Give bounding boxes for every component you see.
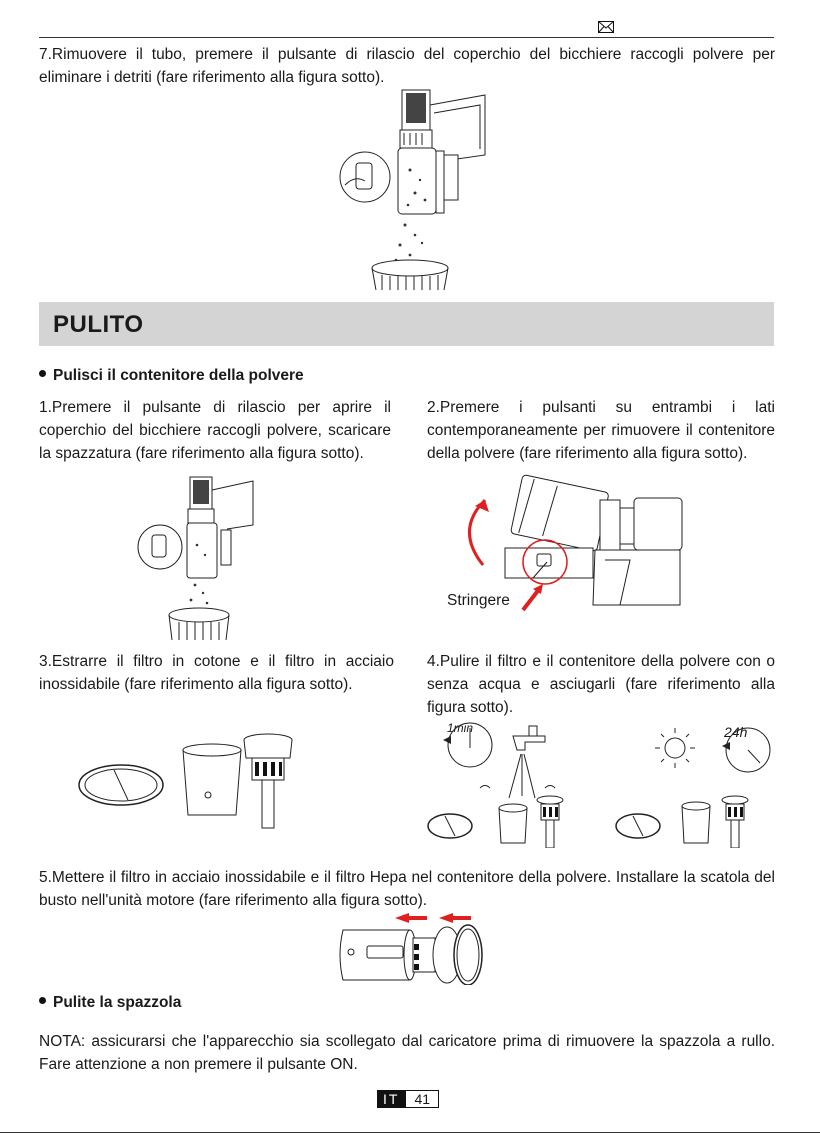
timer-label-24h: 24h	[724, 724, 748, 740]
bullet-icon	[39, 370, 46, 377]
footer-rule	[0, 1132, 820, 1133]
squeeze-label: Stringere	[447, 592, 510, 609]
figure-reassemble	[335, 910, 490, 990]
header-rule	[39, 37, 774, 38]
timer-label-1min: 1min	[447, 721, 474, 735]
bullet-icon	[39, 997, 46, 1004]
step3-text: 3.Estrarre il filtro in cotone e il filtro in acciaio inossidabile (fare riferimento alla figura sotto).	[39, 653, 394, 693]
step1-text: 1.Premere il pulsante di rilascio per aprire il coperchio del bicchiere raccogli polvere, scaricare la spazzatura (fare riferimento alla figura sotto).	[39, 399, 391, 462]
subsection-title: Pulisci il contenitore della polvere	[53, 367, 304, 384]
language-code: IT	[377, 1090, 405, 1108]
step4-text: 4.Pulire il filtro e il contenitore della polvere con o senza acqua e asciugarli (fare riferimento alla figura sotto).	[427, 653, 775, 716]
figure-filters	[78, 730, 308, 835]
figure-dry	[610, 718, 780, 853]
section-title: PULITO	[53, 311, 144, 338]
step2-text: 2.Premere i pulsanti su entrambi i lati contemporaneamente per rimuovere il contenitore della polvere (fare riferimento alla figura sotto).	[427, 399, 775, 462]
subsection-title: Pulite la spazzola	[53, 994, 182, 1011]
page-number-badge	[377, 1090, 439, 1108]
step7-text: 7.Rimuovere il tubo, premere il pulsante di rilascio del coperchio del bicchiere raccogli polvere per eliminare i detriti (fare riferimento alla figura sotto).	[39, 46, 775, 86]
subsection-heading-dustbin	[39, 367, 304, 385]
figure-wash	[425, 718, 595, 853]
note-text: NOTA: assicurarsi che l'apparecchio sia scollegato dal caricatore prima di rimuovere la spazzola a rullo. Fare attenzione a non premere il pulsante ON.	[39, 1033, 775, 1073]
step5-text: 5.Mettere il filtro in acciaio inossidabile e il filtro Hepa nel contenitore della polvere. Installare la scatola del busto nell'unità motore (fare riferimento alla figura sotto).	[39, 869, 775, 909]
figure-open-lid	[135, 475, 255, 645]
page-number: 41	[405, 1090, 439, 1108]
figure-empty-dustbin	[330, 85, 490, 295]
subsection-heading-brush	[39, 994, 181, 1012]
section-bar	[39, 302, 774, 346]
mail-icon	[598, 20, 614, 38]
